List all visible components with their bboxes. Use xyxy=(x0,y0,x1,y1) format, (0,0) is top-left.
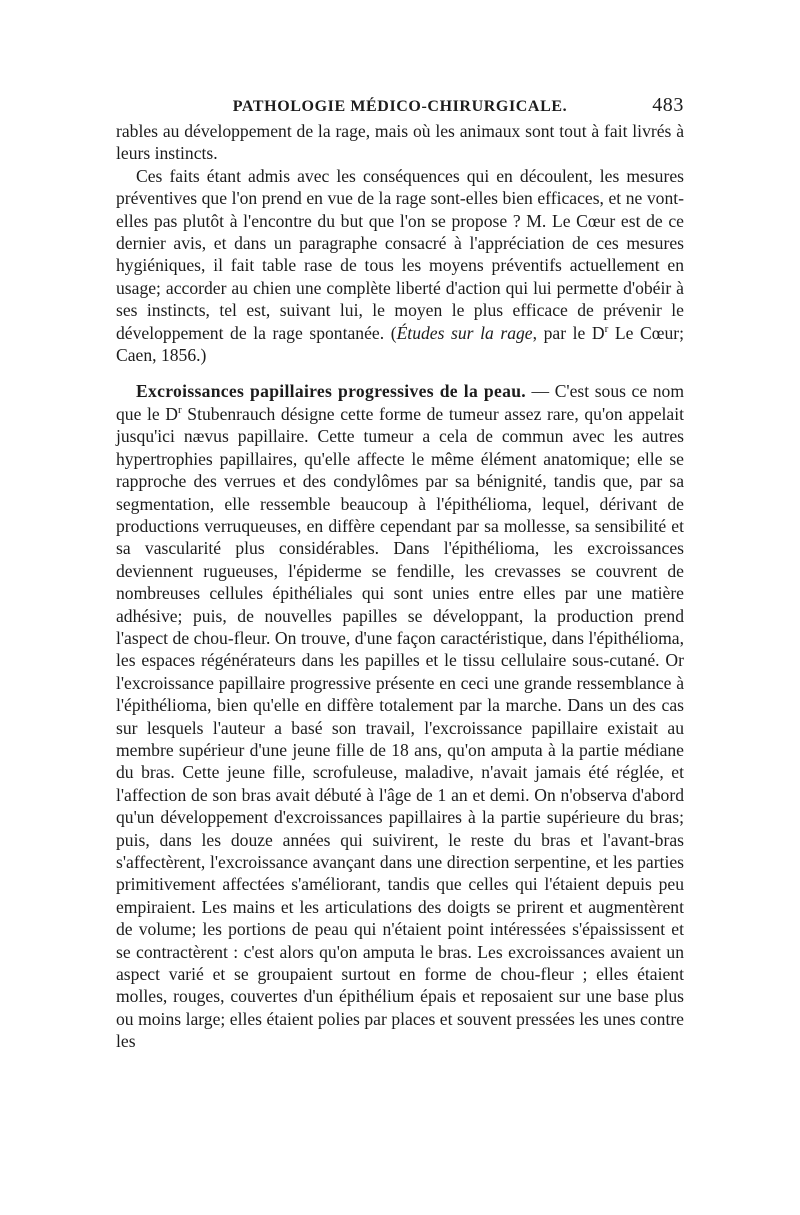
running-title: PATHOLOGIE MÉDICO-CHIRURGICALE. xyxy=(232,98,568,115)
section-gap xyxy=(116,366,684,380)
paragraph-text: Ces faits étant admis avec les conséquences qui en découlent, les mesures préventives que l'on prend en vue de la rage sont-elles bien efficaces, et ne vont-elles pas plutôt à l'encontre du but que l'on se propose ? M. Le Cœur est de ce dernier avis, et dans un paragraphe consacré à l'appréciation de ces mesures hygiéniques, il fait table rase de tous les moyens préventifs actuellement en usage; accorder au chien une complète liberté d'action qui lui permette d'obéir à ses instincts, tel est, suivant lui, le moyen le plus efficace de prévenir le développement de la rage spontanée. ( xyxy=(116,165,684,343)
paragraph-rage-prevention xyxy=(116,165,684,367)
citation-text-end: Le Cœur; Caen, 1856.) xyxy=(116,322,684,366)
section-text-body: Stubenrauch désigne cette forme de tumeur assez rare, qu'on appelait jusqu'ici nævus papillaire. Cette tumeur a cela de commun avec les autres hypertrophies papillaires, qu'elle affecte le même élément anatomique; elle se rapproche des verrues et des condylômes par sa bénignité, tandis que, par sa segmentation, elle ressemble beaucoup à l'épithélioma, lequel, dérivant de productions verruqueuses, en diffère cependant par sa mollesse, sa sensibilité et sa vascularité plus considérables. Dans l'épithélioma, les excroissances deviennent rugueuses, l'épiderme se fendille, les crevasses se couvrent de nombreuses cellules épithéliales qui sont unies entre elles par une matière adhésive; puis, de nouvelles papilles se développant, la production prend l'aspect de chou-fleur. On trouve, d'une façon caractéristique, dans l'épithélioma, les espaces régénérateurs dans les papilles et le tissu cellulaire sous-cutané. Or l'excroissance papillaire progressive présente en ceci une grande ressemblance à l'épithélioma, bien qu'elle en diffère totalement par la marche. Dans un des cas sur lesquels l'auteur a basé son travail, l'excroissance papillaire existait au membre supérieur d'une jeune fille de 18 ans, qu'on amputa à la partie médiane du bras. Cette jeune fille, scrofuleuse, maladive, n'avait jamais été réglée, et l'affection de son bras avait débuté à l'âge de 1 an et demi. On n'observa d'abord qu'un développement d'excroissances papillaires à la partie supérieure du bras; puis, dans les douze années qui suivirent, le reste du bras et l'avant-bras s'affectèrent, l'excroissance avançant dans une direction serpentine, et les parties primitivement affectées s'améliorant, tandis que celles qui l'étaient depuis peu empiraient. Les mains et les articulations des doigts se prirent et augmentèrent de volume; les portions de peau qui n'étaient point intéressées s'épaississent et se contractèrent : c'est alors qu'on amputa le bras. Les excroissances avaient un aspect varié et se groupaient surtout en forme de chou-fleur ; elles étaient molles, rouges, couvertes d'un épithélium épais et reposaient sur une base plus ou moins large; elles étaient polies par places et souvent pressées les unes contre les xyxy=(116,403,684,1052)
section-text: — C'est sous ce nom que le D xyxy=(116,381,685,424)
section-papillary-excrescences xyxy=(116,380,684,1052)
page-number: 483 xyxy=(652,94,684,116)
book-page xyxy=(116,92,684,1053)
body-text xyxy=(116,120,684,1053)
citation-text: , par le D xyxy=(532,322,605,343)
running-head xyxy=(116,92,684,120)
citation-superscript: r xyxy=(604,322,609,335)
citation-title: Études sur la rage xyxy=(396,322,533,343)
paragraph-continuation: rables au développement de la rage, mais où les animaux sont tout à fait livrés à leurs instincts. xyxy=(116,121,684,164)
section-heading: Excroissances papillaires progressives de la peau. xyxy=(136,381,526,402)
section-superscript: r xyxy=(178,404,182,417)
